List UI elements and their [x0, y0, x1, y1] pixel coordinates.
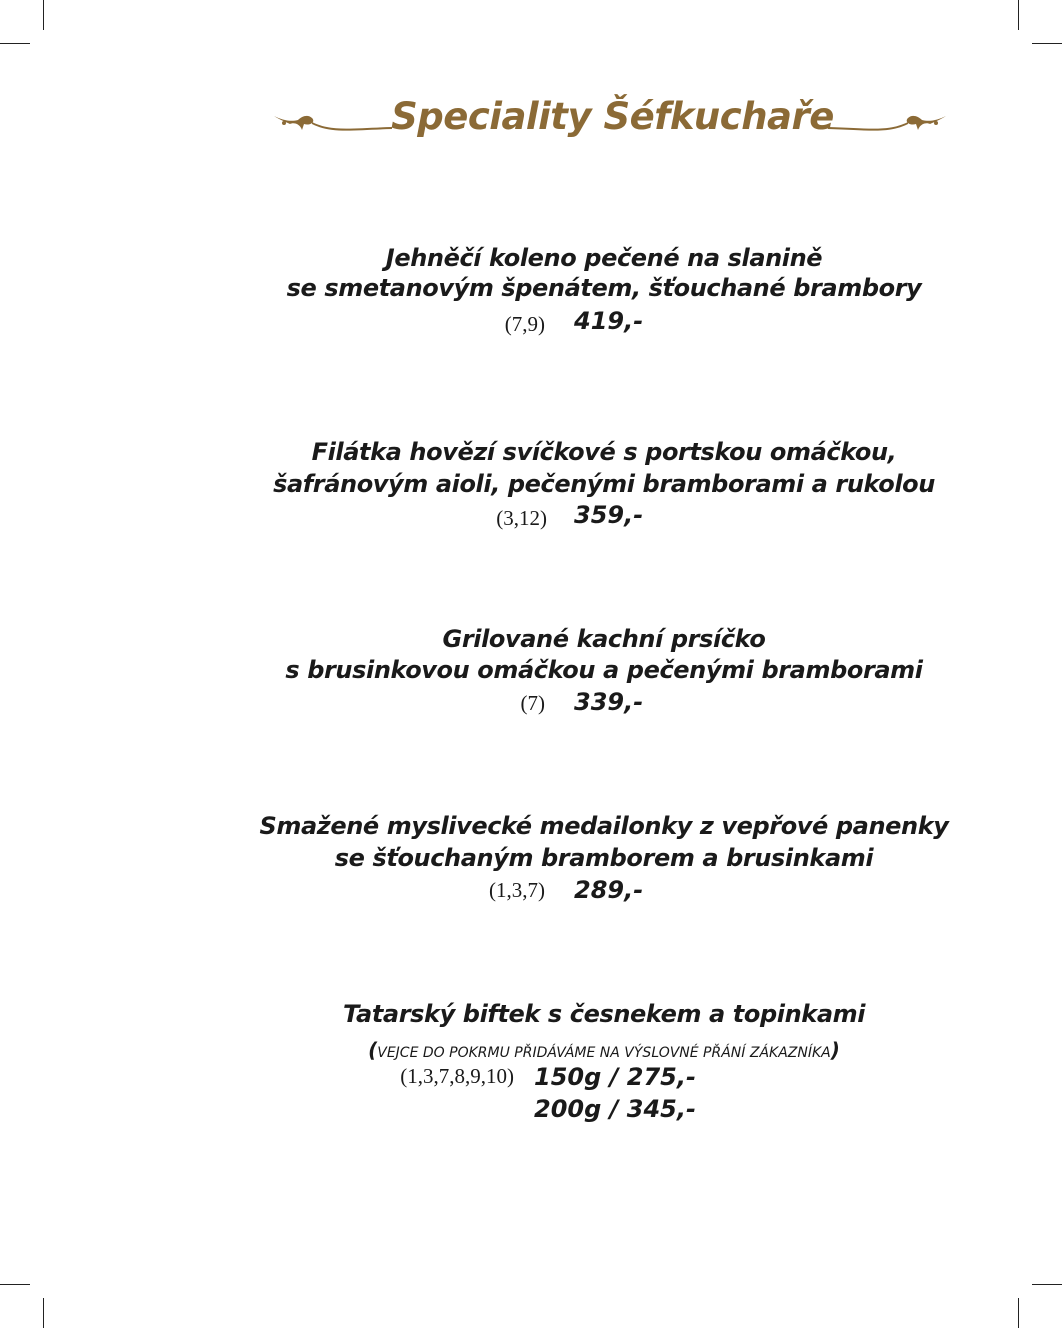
allergens: (7,9) [504, 312, 545, 336]
note-text: VEJCE DO POKRMU PŘIDÁVÁME NA VÝSLOVNÉ PŘÁNÍ ZÁKAZNÍKA [377, 1045, 831, 1061]
allergens: (1,3,7,8,9,10) [400, 1064, 514, 1088]
crop-mark [43, 1298, 44, 1328]
dish-name: Smažené myslivecké medailonky z vepřové panenky [259, 812, 949, 840]
flourish-right-icon [826, 110, 948, 138]
price: 200g / 345,- [534, 1095, 696, 1123]
crop-mark [0, 1284, 30, 1285]
allergens: (7) [520, 691, 545, 715]
dish-name: Filátka hovězí svíčkové s portskou omáčkou, [311, 438, 897, 466]
note-close-paren: ) [830, 1038, 840, 1062]
price: 289,- [574, 876, 644, 904]
dish-name: Grilované kachní prsíčko [442, 625, 766, 653]
crop-mark [1018, 1298, 1019, 1328]
price: 339,- [574, 688, 644, 716]
dish-name: Tatarský biftek s česnekem a topinkami [342, 1000, 866, 1028]
dish-description: se smetanovým špenátem, šťouchané brambory [286, 274, 922, 302]
dish-description: šafránovým aioli, pečenými bramborami a rukolou [273, 470, 935, 498]
crop-mark [1018, 0, 1019, 30]
dish-note [0, 1038, 1062, 1062]
dish-description: se šťouchaným bramborem a brusinkami [334, 844, 874, 872]
crop-mark [0, 43, 30, 44]
price: 359,- [574, 501, 644, 529]
crop-mark [1032, 1284, 1062, 1285]
allergens: (3,12) [496, 506, 547, 530]
dish-name: Jehněčí koleno pečené na slanině [385, 244, 823, 272]
crop-mark [1032, 43, 1062, 44]
price: 419,- [574, 307, 644, 335]
dish-description: s brusinkovou omáčkou a pečenými bramborami [285, 656, 923, 684]
page-title: Speciality Šéfkuchaře [391, 95, 834, 138]
crop-mark [43, 0, 44, 30]
note-open-paren: ( [368, 1038, 378, 1062]
price: 150g / 275,- [534, 1063, 696, 1091]
allergens: (1,3,7) [489, 878, 545, 902]
